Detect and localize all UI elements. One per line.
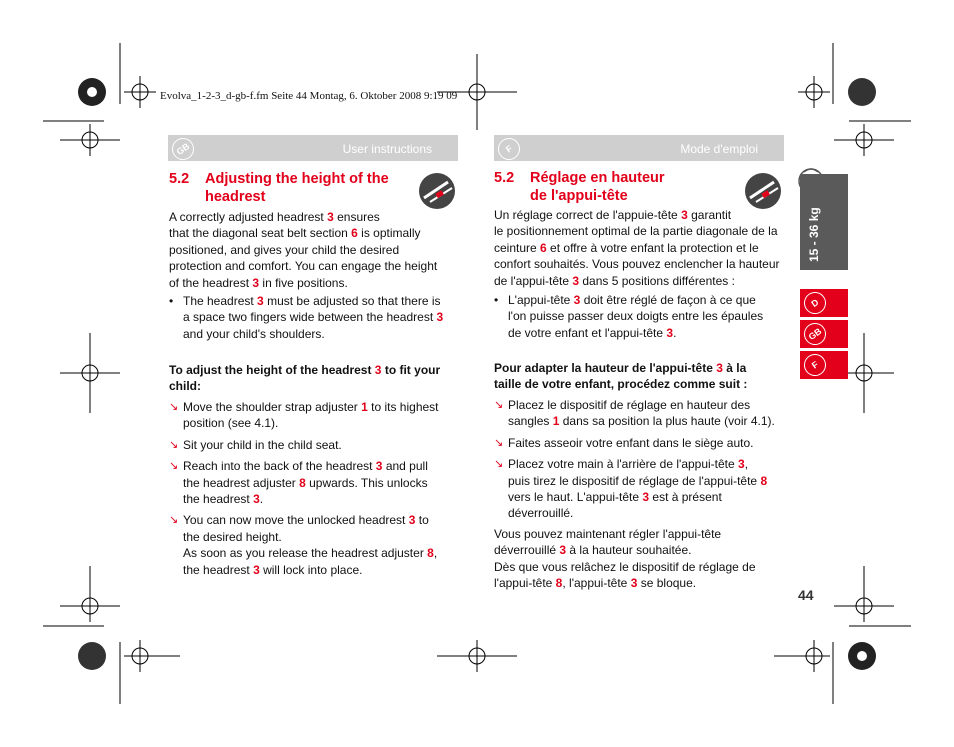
text-segment: a space two fingers wide between the headrest <box>183 310 437 325</box>
callout-number: 6 <box>351 226 358 241</box>
left-heading-line1: Adjusting the height of the <box>205 171 389 187</box>
callout-number: 1 <box>552 414 560 429</box>
text-segment: to fit your <box>381 363 441 377</box>
text-segment: Sit your child in the child seat. <box>183 437 342 452</box>
text-line <box>183 491 461 507</box>
bullet-item <box>494 292 786 341</box>
text-line <box>508 456 786 472</box>
text-line <box>183 529 461 545</box>
text-line <box>169 225 461 241</box>
left-section-bar <box>168 135 458 161</box>
text-segment: , <box>744 457 749 472</box>
weight-class-label: 15 - 36 kg <box>807 207 821 262</box>
callout-number: 3 <box>738 457 745 472</box>
text-line <box>494 376 786 392</box>
right-bullet <box>494 292 786 341</box>
text-line <box>494 542 786 558</box>
text-segment: déverrouillé <box>494 543 560 558</box>
text-line <box>494 360 786 376</box>
left-bullet <box>169 293 461 342</box>
text-line <box>183 415 461 431</box>
text-line <box>169 209 461 225</box>
callout-number: 3 <box>374 363 382 377</box>
bullet-dot-icon: • <box>494 293 499 307</box>
text-segment: vers le haut. L'appui-tête <box>508 490 643 505</box>
text-segment: . <box>673 325 677 340</box>
text-line <box>494 256 786 272</box>
left-intro <box>169 209 461 291</box>
step-item <box>169 458 461 507</box>
text-segment: ensures <box>333 210 380 224</box>
lang-tab-gb-label: GB <box>800 319 831 350</box>
callout-number: 3 <box>257 294 264 308</box>
text-segment: L'appui-tête <box>508 293 574 307</box>
left-bar-title: User instructions <box>342 142 432 156</box>
callout-number: 3 <box>252 275 260 290</box>
text-segment: Placez votre main à l'arrière de l'appui-tête <box>508 457 739 472</box>
bullet-dot-icon: • <box>169 294 174 308</box>
arrow-step-icon: ↘ <box>169 460 179 473</box>
left-heading-line2: headrest <box>205 189 266 205</box>
text-segment: of the headrest <box>169 275 253 290</box>
callout-number: 8 <box>299 475 306 490</box>
text-segment: Un réglage correct de l'appuie-tête <box>494 208 682 222</box>
text-segment: the desired height. <box>183 529 282 544</box>
text-segment: dans 5 positions différentes : <box>579 273 735 288</box>
text-line <box>169 362 461 378</box>
text-segment: To adjust the height of the headrest <box>169 363 375 377</box>
text-segment: l'appui-tête <box>494 576 556 591</box>
left-subheading <box>169 362 461 395</box>
callout-number: 3 <box>642 490 650 505</box>
text-segment: Faites asseoir votre enfant dans le siège auto. <box>508 435 754 450</box>
text-segment: Reach into the back of the headrest <box>183 459 376 474</box>
text-segment: garantit <box>687 208 732 222</box>
lang-tab-f-label: F <box>800 350 831 381</box>
lang-tab-gb[interactable] <box>800 320 848 348</box>
text-line <box>508 325 786 341</box>
text-line <box>183 458 461 474</box>
text-segment: the headrest <box>183 562 254 577</box>
right-heading-line2: de l'appui-tête <box>530 188 628 204</box>
callout-number: 3 <box>253 562 260 577</box>
text-segment: in five positions. <box>259 275 348 290</box>
page-number: 44 <box>798 587 814 603</box>
arrow-step-icon: ↘ <box>494 436 504 449</box>
step-item <box>494 456 786 522</box>
text-line <box>183 545 461 561</box>
text-segment: de votre enfant et l'appui-tête <box>508 325 667 340</box>
arrow-step-icon: ↘ <box>494 399 504 411</box>
right-lang-badge: F <box>494 134 525 165</box>
text-line <box>183 562 461 578</box>
lang-tab-d[interactable] <box>800 289 848 317</box>
text-segment: est à présent <box>649 490 722 505</box>
text-segment: se bloque. <box>637 576 697 591</box>
text-segment: déverrouillé. <box>508 506 574 521</box>
text-line <box>494 207 786 223</box>
text-segment: and your child's shoulders. <box>183 326 325 341</box>
arrow-step-icon: ↘ <box>494 458 504 471</box>
text-segment: to its highest <box>367 400 439 414</box>
lang-tab-d-label: D <box>800 288 831 319</box>
right-section-bar <box>494 135 784 161</box>
text-line <box>508 292 786 308</box>
text-segment: the headrest <box>183 492 254 507</box>
callout-number: 3 <box>681 208 688 222</box>
text-segment: A correctly adjusted headrest <box>169 210 328 224</box>
text-segment: will lock into place. <box>259 562 363 577</box>
text-segment: Dès que vous relâchez le dispositif de réglage de <box>494 559 756 574</box>
text-line <box>508 473 786 489</box>
callout-number: 3 <box>572 273 580 288</box>
callout-number: 3 <box>630 576 638 591</box>
text-line <box>169 258 461 274</box>
step-item <box>169 512 461 578</box>
lang-tab-f[interactable] <box>800 351 848 379</box>
text-line <box>494 240 786 256</box>
text-segment: child: <box>169 379 201 394</box>
callout-number: 3 <box>375 459 383 474</box>
callout-number: 6 <box>540 240 547 255</box>
text-segment: le positionnement optimal de la partie diagonale de la <box>494 224 778 239</box>
text-segment: is optimally <box>357 226 421 241</box>
text-segment: ceinture <box>494 240 541 255</box>
text-segment: à la <box>722 361 747 375</box>
right-outro <box>494 526 786 592</box>
left-heading <box>169 170 419 206</box>
headrest-adjust-icon <box>744 172 782 210</box>
text-segment: , <box>433 546 438 561</box>
weight-class-tab <box>800 174 848 270</box>
right-subheading <box>494 360 786 393</box>
text-line <box>169 378 461 394</box>
text-segment: Pour adapter la hauteur de l'appui-tête <box>494 361 717 375</box>
text-segment: that the diagonal seat belt section <box>169 226 352 241</box>
text-segment: puis tirez le dispositif de réglage de l'appui-tête <box>508 473 761 488</box>
text-line <box>508 308 786 324</box>
step-item <box>169 399 461 432</box>
callout-number: 3 <box>666 325 674 340</box>
step-item <box>494 397 786 430</box>
right-heading-line1: Réglage en hauteur <box>530 170 665 186</box>
text-segment: taille de votre enfant, procédez comme suit : <box>494 377 748 392</box>
callout-number: 3 <box>327 210 334 224</box>
text-segment: l'on puisse passer deux doigts entre les épaules <box>508 309 764 324</box>
callout-number: 8 <box>555 576 563 591</box>
text-line <box>183 512 461 528</box>
text-segment: to <box>415 513 429 528</box>
text-segment: à la hauteur souhaitée. <box>566 543 692 558</box>
left-steps <box>169 399 461 583</box>
text-segment: . <box>259 492 264 507</box>
text-line <box>508 505 786 521</box>
text-line <box>494 223 786 239</box>
arrow-step-icon: ↘ <box>169 514 179 527</box>
text-line <box>169 242 461 258</box>
left-heading-number: 5.2 <box>169 171 190 187</box>
text-line <box>183 293 461 309</box>
step-item <box>494 435 786 451</box>
text-segment: doit être réglé de façon à ce que <box>580 293 756 307</box>
text-segment: , l'appui-tête <box>562 576 631 591</box>
text-line <box>508 397 786 413</box>
callout-number: 3 <box>573 293 581 307</box>
right-heading-number: 5.2 <box>494 170 515 186</box>
text-line <box>494 273 786 289</box>
text-line <box>169 275 461 291</box>
text-segment: et offre à votre enfant la protection et le <box>546 240 759 255</box>
print-slug: Evolva_1-2-3_d-gb-f.fm Seite 44 Montag, 6. Oktober 2008 9:19 09 <box>160 90 458 102</box>
text-segment: You can now move the unlocked headrest <box>183 513 409 528</box>
text-segment: The headrest <box>183 294 258 308</box>
callout-number: 1 <box>361 400 368 414</box>
callout-number: 8 <box>760 473 768 488</box>
text-line <box>494 526 786 542</box>
right-heading <box>494 169 744 205</box>
text-segment: the headrest adjuster <box>183 475 300 490</box>
bullet-item <box>169 293 461 342</box>
step-item <box>169 437 461 453</box>
callout-number: 3 <box>408 513 416 528</box>
text-segment: Vous pouvez maintenant régler l'appui-tête <box>494 527 722 541</box>
text-segment: de l'appui-tête <box>494 273 573 288</box>
text-segment: sangles <box>508 414 553 429</box>
text-line <box>508 489 786 505</box>
arrow-step-icon: ↘ <box>169 438 179 451</box>
text-segment: positioned, and gives your child the desired <box>169 242 400 257</box>
text-line <box>183 475 461 491</box>
text-segment: Placez le dispositif de réglage en hauteur des <box>508 398 751 412</box>
callout-number: 8 <box>427 546 434 561</box>
text-segment: must be adjusted so that there is <box>263 294 441 308</box>
callout-number: 3 <box>716 361 723 375</box>
text-line <box>508 435 786 451</box>
text-segment: dans sa position la plus haute (voir 4.1). <box>559 414 775 429</box>
text-line <box>508 413 786 429</box>
callout-number: 3 <box>253 492 260 507</box>
callout-number: 3 <box>559 543 567 558</box>
left-lang-badge: GB <box>168 134 199 165</box>
text-segment: confort souhaités. Vous pouvez enclencher la hauteur <box>494 257 780 272</box>
callout-number: 3 <box>436 310 444 325</box>
text-segment: and pull <box>382 459 428 474</box>
headrest-adjust-icon <box>418 172 456 210</box>
right-steps <box>494 397 786 527</box>
text-line <box>494 559 786 575</box>
text-segment: protection and comfort. You can engage the height <box>169 259 438 274</box>
arrow-step-icon: ↘ <box>169 401 179 413</box>
text-segment: As soon as you release the headrest adjuster <box>183 546 428 561</box>
text-line <box>183 437 461 453</box>
text-segment: Move the shoulder strap adjuster <box>183 400 362 414</box>
right-intro <box>494 207 786 289</box>
right-bar-title: Mode d'emploi <box>680 142 758 156</box>
text-line <box>494 575 786 591</box>
text-segment: upwards. This unlocks <box>305 475 428 490</box>
text-line <box>183 326 461 342</box>
text-line <box>183 309 461 325</box>
text-segment: position (see 4.1). <box>183 416 279 431</box>
text-line <box>183 399 461 415</box>
